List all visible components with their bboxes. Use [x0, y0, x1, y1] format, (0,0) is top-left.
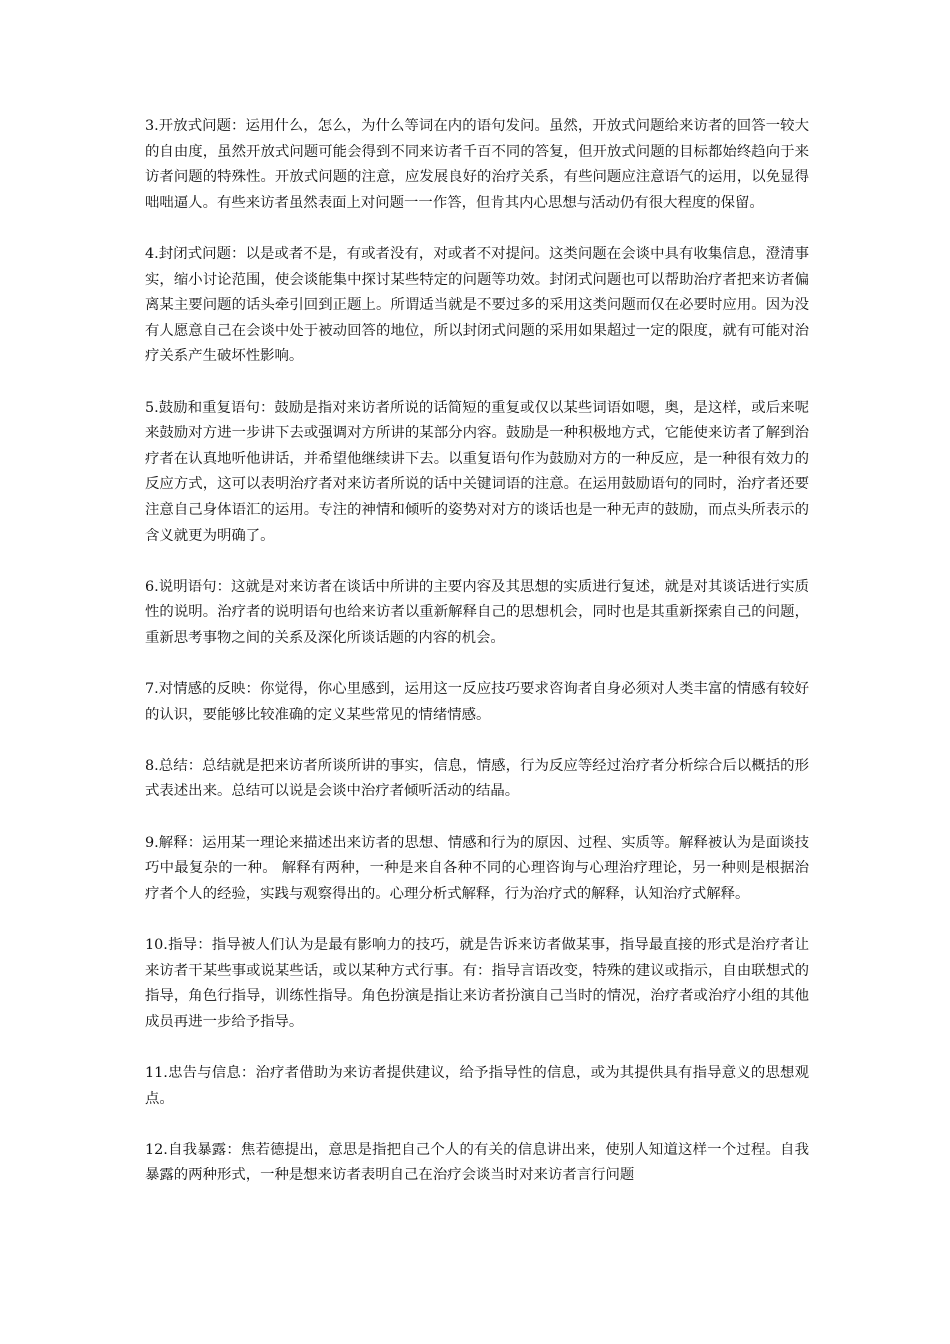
paragraph-closed-questions: 4.封闭式问题：以是或者不是，有或者没有，对或者不对提问。这类问题在会谈中具有收集信息，澄清事实，缩小讨论范围，使会谈能集中探讨某些特定的问题等功效。封闭式问题也可以帮助治疗者把来访者偏离某主要问题的话头牵引回到正题上。所谓适当就是不要过多的采用这类问题而仅在必要时应用。因为没有人愿意自己在会谈中处于被动回答的地位，所以封闭式问题的采用如果超过一定的限度，就有可能对治疗关系产生破坏性影响。	[145, 245, 809, 365]
paragraph-interpretation: 9.解释：运用某一理论来描述出来访者的思想、情感和行为的原因、过程、实质等。解释被认为是面谈技巧中最复杂的一种。 解释有两种，一种是来自各种不同的心理咨询与心理治疗理论，另一种则是根据治疗者个人的经验，实践与观察得出的。心理分析式解释，行为治疗式的解释，认知治疗式解释。	[145, 834, 809, 902]
paragraph-encouragement: 5.鼓励和重复语句：鼓励是指对来访者所说的话简短的重复或仅以某些词语如嗯，奥，是这样，或后来呢来鼓励对方进一步讲下去或强调对方所讲的某部分内容。鼓励是一种积极地方式，它能使来访者了解到治疗者在认真地听他讲话，并希望他继续讲下去。以重复语句作为鼓励对方的一种反应，是一种很有效力的反应方式，这可以表明治疗者对来访者所说的话中关键词语的注意。在运用鼓励语句的同时，治疗者还要注意自己身体语汇的运用。专注的神情和倾听的姿势对对方的谈话也是一种无声的鼓励，而点头所表示的含义就更为明确了。	[145, 399, 809, 544]
paragraph-self-disclosure: 12.自我暴露：焦若德提出，意思是指把自己个人的有关的信息讲出来，使别人知道这样一个过程。自我暴露的两种形式，一种是想来访者表明自己在治疗会谈当时对来访者言行问题	[145, 1141, 809, 1184]
paragraph-guidance: 10.指导：指导被人们认为是最有影响力的技巧，就是告诉来访者做某事，指导最直接的形式是治疗者让来访者干某些事或说某些话，或以某种方式行事。有：指导言语改变，特殊的建议或指示，自由联想式的指导，角色行指导，训练性指导。角色扮演是指让来访者扮演自己当时的情况，治疗者或治疗小组的其他成员再进一步给予指导。	[145, 937, 809, 1030]
document-page	[145, 114, 809, 1215]
paragraph-summary: 8.总结：总结就是把来访者所谈所讲的事实，信息，情感，行为反应等经过治疗者分析综合后以概括的形式表述出来。总结可以说是会谈中治疗者倾听活动的结晶。	[145, 757, 809, 800]
paragraph-reflection-of-feeling: 7.对情感的反映：你觉得，你心里感到，运用这一反应技巧要求咨询者自身必须对人类丰富的情感有较好的认识，要能够比较准确的定义某些常见的情绪情感。	[145, 681, 809, 723]
paragraph-explanatory-statements: 6.说明语句：这就是对来访者在谈话中所讲的主要内容及其思想的实质进行复述，就是对其谈话进行实质性的说明。治疗者的说明语句也给来访者以重新解释自己的思想机会，同时也是其重新探索自己的问题，重新思考事物之间的关系及深化所谈话题的内容的机会。	[145, 578, 809, 646]
paragraph-open-questions: 3.开放式问题：运用什么，怎么，为什么等词在内的语句发问。虽然，开放式问题给来访者的回答一较大的自由度，虽然开放式问题可能会得到不同来访者千百不同的答复，但开放式问题的目标都始终趋向于来访者问题的特殊性。开放式问题的注意，应发展良好的治疗关系，有些问题应注意语气的运用，以免显得咄咄逼人。有些来访者虽然表面上对问题一一作答，但肯其内心思想与活动仍有很大程度的保留。	[145, 118, 809, 211]
paragraph-advice-information: 11.忠告与信息：治疗者借助为来访者提供建议，给予指导性的信息，或为其提供具有指导意义的思想观点。	[145, 1064, 809, 1107]
